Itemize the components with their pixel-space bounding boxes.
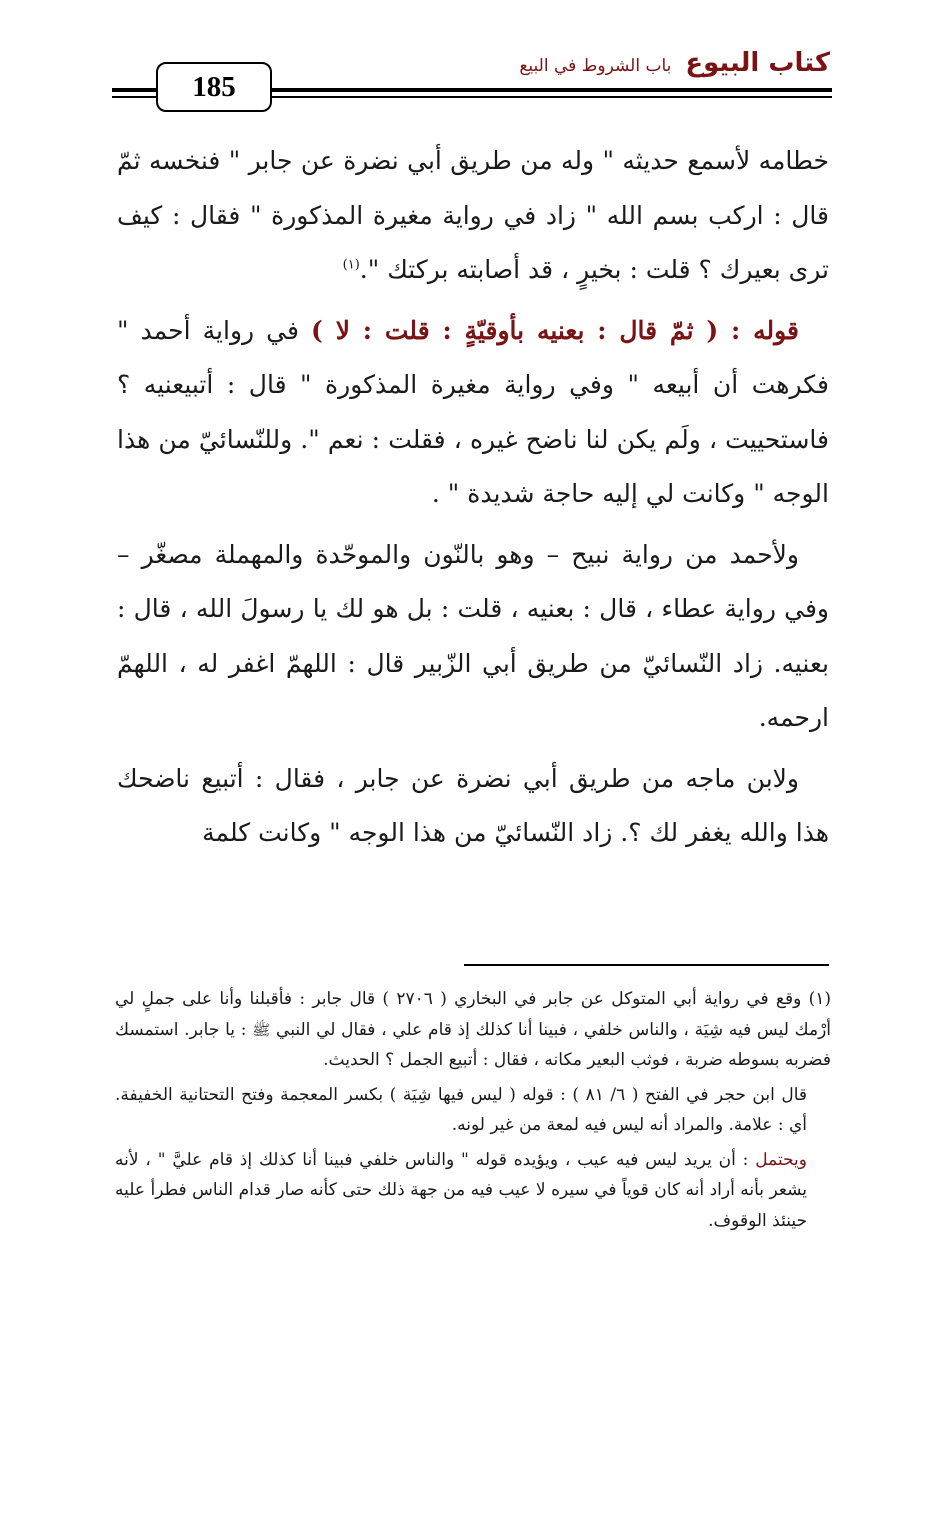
paragraph-4: ولابن ماجه من طريق أبي نضرة عن جابر ، فقال : أتبيع ناضحك هذا والله يغفر لك ؟. زاد النّسائيّ من هذا الوجه " وكانت كلمة bbox=[117, 763, 829, 847]
footnotes bbox=[115, 984, 831, 1236]
page-number: 185 bbox=[156, 62, 272, 112]
salawat-glyph: ﷺ bbox=[252, 1020, 271, 1039]
paragraph-2-text: في رواية أحمد " فكرهت أن أبيعه " وفي رواية مغيرة المذكورة " قال : أتبيعنيه ؟ فاستحييت ، ولَم يكن لنا ناضح غيره ، فقلت : نعم ". وللنّسائيّ من هذا الوجه " وكانت لي إليه حاجة شديدة " . bbox=[117, 315, 829, 508]
footnote-1-alternative-text: : أن يريد ليس فيه عيب ، ويؤيده قوله " والناس خلفي فبينا أنا كذلك إذ قام عليَّ " ، لأنه يشعر بأنه أراد أنه كان قوياً في سيره لا عيب فيه من جهة ذلك حتى كأنه صار قدام الناس فطرأ عليه حينئذ الوقوف. bbox=[115, 1149, 807, 1231]
paragraph-3: ولأحمد من رواية نبيح – وهو بالنّون والموحّدة والمهملة مصغّر – وفي رواية عطاء ، قال : بعنيه ، قلت : بل هو لك يا رسولَ الله ، قال : بعنيه. زاد النّسائيّ من طريق أبي الزّبير قال : اللهمّ اغفر له ، اللهمّ ارحمه. bbox=[117, 539, 829, 732]
chapter-title: باب الشروط في البيع bbox=[519, 56, 672, 76]
page-header bbox=[112, 40, 832, 120]
footnote-1 bbox=[115, 984, 831, 1076]
book-title: كتاب البيوع bbox=[685, 48, 830, 78]
footnote-lead-word: ويحتمل bbox=[755, 1149, 807, 1170]
footnote-1-text-b: : يا جابر. استمسك فضربه بسوطه ضربة ، فوثب البعير مكانه ، فقال : أتبيع الجمل ؟ الحديث. bbox=[115, 1019, 831, 1070]
footnote-1-quote: قال ابن حجر في الفتح ( ٦/ ٨١ ) : قوله ( ليس فيها شِيَة ) بكسر المعجمة وفتح التحتانية الخفيفة. أي : علامة. والمراد أنه ليس فيه لمعة من غير لونه. bbox=[115, 1084, 808, 1135]
footnote-1-alternative bbox=[115, 1145, 831, 1237]
footnote-divider bbox=[464, 964, 829, 966]
paragraph-1-text: خطامه لأسمع حديثه " وله من طريق أبي نضرة عن جابر " فنخسه ثمّ قال : اركب بسم الله " زاد في رواية مغيرة المذكورة " فقال : كيف ترى بعيرك ؟ قلت : بخيرٍ ، قد أصابته بركتك ". bbox=[117, 146, 829, 284]
quoted-phrase: قوله : ( ثمّ قال : بعنيه بأوقيّةٍ : قلت : لا ) bbox=[311, 315, 799, 345]
footnote-ref-1[interactable]: (١) bbox=[342, 257, 360, 273]
header-titles bbox=[519, 48, 830, 78]
footnote-1-text-a: (١) وقع في رواية أبي المتوكل عن جابر في البخاري ( ٢٧٠٦ ) قال جابر : فأقبلنا وأنا على جملٍ لي أرْمك ليس فيه شِيَة ، والناس خلفي ، فبينا أنا كذلك إذ قام علي ، فقال لي النبي bbox=[115, 989, 832, 1040]
paragraph-2 bbox=[117, 304, 829, 522]
main-text bbox=[117, 134, 829, 861]
paragraph-1 bbox=[117, 134, 829, 298]
